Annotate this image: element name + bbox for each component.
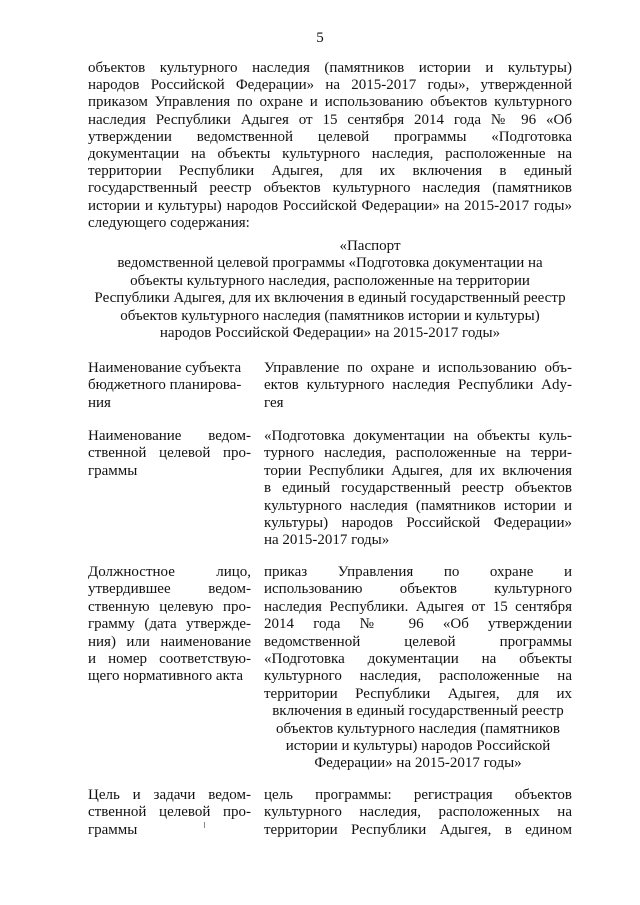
intro-line: документации на объекты культурного наследия, расположенные на <box>88 146 572 163</box>
label-line: Должностное лицо, <box>88 564 251 580</box>
page-number: 5 <box>316 30 324 46</box>
value-line: Управление по охране и использованию объ- <box>264 360 572 376</box>
value-line: «Подготовка документации на объекты <box>264 651 572 668</box>
label-line: граммы <box>88 821 138 838</box>
value-line: цель программы: регистрация объектов <box>264 787 572 803</box>
label-line: утвердившее ведом- <box>88 581 251 598</box>
value-line: «Подготовка документации на объекты куль- <box>264 428 572 444</box>
label-line: ственной целевой про- <box>88 804 251 821</box>
intro-line: наследия Республики Адыгея от 15 сентября 2014 года № 96 «Об <box>88 111 572 128</box>
value-line: культурного наследия, расположенные на <box>264 668 572 685</box>
value-line: включения в единый государственный реестр <box>272 703 564 720</box>
passport-title <box>70 238 590 342</box>
value-line: территории Республики Адыгея, в едином <box>264 821 572 838</box>
value-line: турного наследия, расположенные на терри- <box>264 445 572 462</box>
label-line: ственной целевой про- <box>88 445 251 462</box>
row-value <box>264 787 572 839</box>
intro-line: народов Российской Федерации» на 2015-2017 годы», утвержденной <box>88 77 572 94</box>
label-line: ственную целевую про- <box>88 598 251 615</box>
passport-title-line: объектов культурного наследия (памятников истории и культуры) <box>120 307 540 324</box>
intro-line: объектов культурного наследия (памятников истории и культуры) <box>88 60 572 76</box>
label-line: и номер соответствую- <box>88 651 251 668</box>
intro-line: территории Республики Адыгея, для их включения в единый <box>88 163 572 180</box>
intro-line: следующего содержания: <box>88 214 250 231</box>
label-line: ния) или наименование <box>88 633 251 650</box>
label-line: щего нормативного акта <box>88 668 244 685</box>
scan-mark <box>204 822 205 828</box>
value-line: истории и культуры) народов Российской <box>285 738 551 755</box>
label-line: граммы <box>88 462 138 479</box>
row-value <box>264 564 572 773</box>
value-line: использованию объектов культурного <box>264 581 572 598</box>
value-line: объектов культурного наследия (памятников <box>276 720 560 737</box>
passport-title-line: объекты культурного наследия, расположенные на территории <box>130 272 530 289</box>
intro-line: государственный реестр объектов культурного наследия (памятников <box>88 180 572 197</box>
value-line: тории Республики Адыгея, для их включения <box>264 462 572 479</box>
value-line: культуры) народов Российской Федерации» <box>264 515 572 532</box>
value-line: на 2015-2017 годы» <box>264 532 390 549</box>
value-line: ведомственной целевой программы <box>264 633 572 650</box>
row-label <box>88 564 251 686</box>
intro-line: утверждении ведомственной целевой программы «Подготовка <box>88 128 572 145</box>
value-line: 2014 года № 96 «Об утверждении <box>264 616 572 633</box>
passport-title-line: Республики Адыгея, для их включения в единый государственный реестр <box>94 290 566 307</box>
value-line: Федерации» на 2015-2017 годы» <box>314 755 522 772</box>
value-line: приказ Управления по охране и <box>264 564 572 580</box>
row-label <box>88 360 251 412</box>
value-line: территории Республики Адыгея, для их <box>264 685 572 702</box>
passport-title-line: ведомственной целевой программы «Подготовка документации на <box>117 255 543 272</box>
row-label <box>88 787 251 839</box>
label-line: бюджетного планирова- <box>88 377 242 394</box>
intro-line: приказом Управления по охране и использованию объектов культурного <box>88 94 572 111</box>
intro-paragraph <box>88 60 572 232</box>
row-value <box>264 360 572 412</box>
passport-title-line: народов Российской Федерации» на 2015-2017 годы» <box>159 325 501 342</box>
value-line: культурного наследия (памятников истории и <box>264 497 572 514</box>
value-line: культурного наследия, расположенных на <box>264 804 572 821</box>
value-line: гея <box>264 394 284 411</box>
value-line: в единый государственный реестр объектов <box>264 480 572 497</box>
intro-line: истории и культуры) народов Российской Федерации» на 2015-2017 годы» <box>88 197 572 214</box>
label-line: Наименование субъекта <box>88 360 242 376</box>
value-line: ектов культурного наследия Республики Ady- <box>264 377 572 394</box>
value-line: наследия Республики. Адыгея от 15 сентября <box>264 598 572 615</box>
label-line: Цель и задачи ведом- <box>88 787 251 803</box>
label-line: Наименование ведом- <box>88 428 251 444</box>
passport-title-line: «Паспорт <box>339 238 401 254</box>
label-line: ния <box>88 394 111 411</box>
row-value <box>264 428 572 550</box>
label-line: грамму (дата утвержде- <box>88 616 251 633</box>
row-label <box>88 428 251 480</box>
